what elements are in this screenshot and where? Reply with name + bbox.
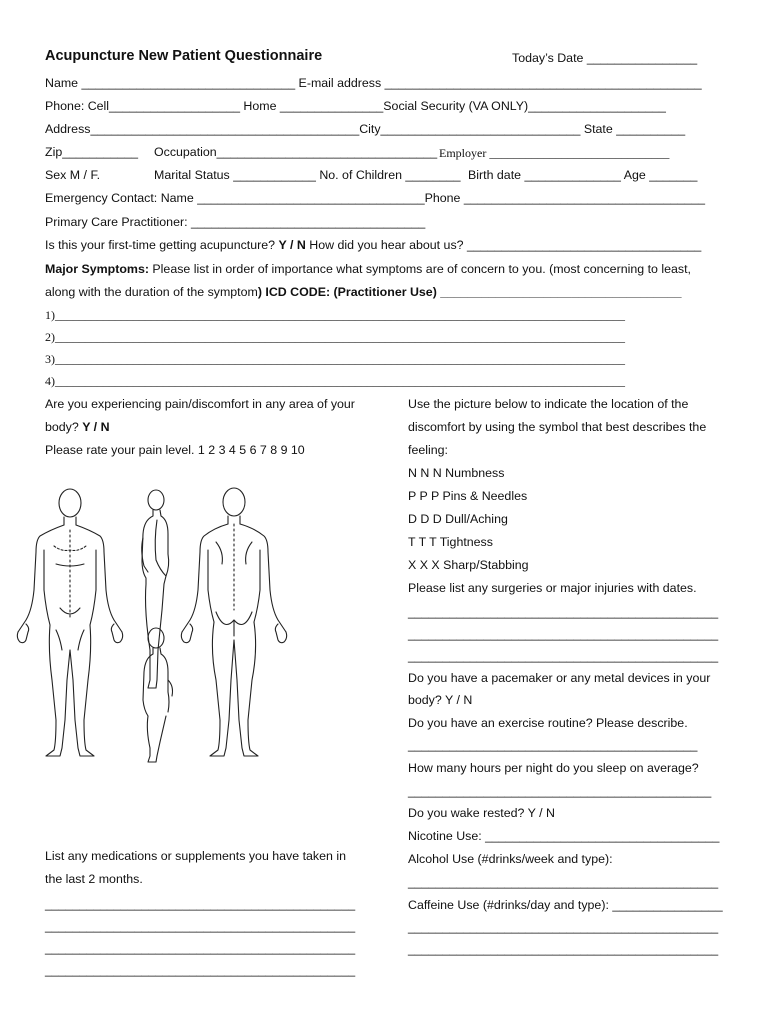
major-symptoms-line2: along with the duration of the symptom: [45, 285, 258, 299]
medications-line-2[interactable]: _____________________________________________: [45, 919, 356, 933]
pain-question-2: [45, 419, 110, 435]
medications-question: List any medications or supplements you have taken in: [45, 849, 346, 863]
legend-pins-needles: P P P Pins & Needles: [408, 489, 528, 503]
pain-yn[interactable]: Y / N: [82, 420, 110, 434]
first-time-question: Is this your first-time getting acupuncture?: [45, 238, 279, 252]
pain-question: Are you experiencing pain/discomfort in any area of your: [45, 397, 355, 411]
major-symptoms-text: Please list in order of importance what symptoms are of concern to you. (most concerning to least,: [148, 262, 691, 276]
back-figure: [181, 488, 286, 756]
picture-instruction-3: feeling:: [408, 443, 448, 457]
front-figure: [17, 489, 122, 756]
sleep-question: How many hours per night do you sleep on average?: [408, 761, 699, 775]
caffeine-field[interactable]: Caffeine Use (#drinks/day and type): ________________: [408, 898, 723, 912]
birthdate-age-field[interactable]: Birth date ______________ Age _______: [468, 168, 698, 182]
legend-numbness: N N N Numbness: [408, 466, 505, 480]
surgeries-line-1[interactable]: _____________________________________________: [408, 605, 719, 619]
major-symptoms-row: [45, 261, 691, 277]
nicotine-field[interactable]: Nicotine Use: __________________________________: [408, 829, 720, 843]
exercise-line[interactable]: __________________________________________: [408, 738, 698, 752]
first-time-row: [45, 237, 701, 253]
medications-line-4[interactable]: _____________________________________________: [45, 963, 356, 977]
caffeine-line-2[interactable]: _____________________________________________: [408, 942, 719, 956]
pacemaker-yn[interactable]: body? Y / N: [408, 693, 473, 707]
symptom-line-3[interactable]: 3)_______________________________________________________________________________________________: [45, 352, 625, 366]
legend-dull-aching: D D D Dull/Aching: [408, 512, 508, 526]
legend-sharp-stabbing: X X X Sharp/Stabbing: [408, 558, 529, 572]
first-time-yn[interactable]: Y / N: [278, 238, 306, 252]
legend-tightness: T T T Tightness: [408, 535, 493, 549]
zip-field[interactable]: Zip___________: [45, 145, 139, 159]
symptom-line-4[interactable]: 4)_______________________________________________________________________________________________: [45, 374, 625, 388]
surgeries-line-3[interactable]: _____________________________________________: [408, 649, 719, 663]
form-title: Acupuncture New Patient Questionnaire: [45, 48, 323, 64]
body-diagram[interactable]: [10, 480, 300, 770]
picture-instruction-1: Use the picture below to indicate the location of the: [408, 397, 689, 411]
alcohol-line[interactable]: _____________________________________________: [408, 875, 719, 889]
marital-children-field[interactable]: Marital Status ____________ No. of Children ________: [154, 168, 461, 182]
pacemaker-question: Do you have a pacemaker or any metal devices in your: [408, 671, 711, 685]
primary-care-field[interactable]: Primary Care Practitioner: __________________________________: [45, 215, 426, 229]
major-symptoms-label: Major Symptoms:: [45, 262, 149, 276]
todays-date-field[interactable]: Today’s Date ________________: [512, 51, 698, 65]
major-symptoms-row-2: [45, 284, 681, 300]
side-figure-lower: [143, 628, 173, 762]
phone-row[interactable]: Phone: Cell___________________ Home _______________Social Security (VA ONLY)____________________: [45, 99, 666, 113]
medications-line-1[interactable]: _____________________________________________: [45, 897, 356, 911]
sleep-line[interactable]: ____________________________________________: [408, 784, 712, 798]
symptom-line-1[interactable]: 1)_______________________________________________________________________________________________: [45, 308, 625, 322]
emergency-contact-row[interactable]: Emergency Contact: Name _________________________________Phone ___________________________________: [45, 191, 706, 205]
medications-line-3[interactable]: _____________________________________________: [45, 941, 356, 955]
exercise-question: Do you have an exercise routine? Please describe.: [408, 716, 688, 730]
employer-field[interactable]: Employer ______________________________: [439, 146, 670, 160]
caffeine-line-1[interactable]: _____________________________________________: [408, 920, 719, 934]
occupation-field[interactable]: Occupation________________________________: [154, 145, 438, 159]
wake-rested-yn[interactable]: Do you wake rested? Y / N: [408, 806, 555, 820]
medications-question-2: the last 2 months.: [45, 872, 143, 886]
address-row[interactable]: Address_______________________________________City_____________________________ State __________: [45, 122, 686, 136]
pain-rating-scale[interactable]: Please rate your pain level. 1 2 3 4 5 6 7 8 9 10: [45, 443, 305, 457]
surgeries-question: Please list any surgeries or major injuries with dates.: [408, 581, 697, 595]
alcohol-question: Alcohol Use (#drinks/week and type):: [408, 852, 613, 866]
sex-field[interactable]: Sex M / F.: [45, 168, 101, 182]
icd-code-field[interactable]: ) ICD CODE: (Practitioner Use) ___________________________________: [257, 285, 682, 299]
picture-instruction-2: discomfort by using the symbol that best describes the: [408, 420, 707, 434]
surgeries-line-2[interactable]: _____________________________________________: [408, 627, 719, 641]
pain-question-body: body?: [45, 420, 83, 434]
hear-about-us-field[interactable]: How did you hear about us? __________________________________: [305, 238, 702, 252]
name-email-row[interactable]: Name _______________________________ E-mail address ______________________________________________: [45, 76, 702, 90]
symptom-line-2[interactable]: 2)_______________________________________________________________________________________________: [45, 330, 625, 344]
